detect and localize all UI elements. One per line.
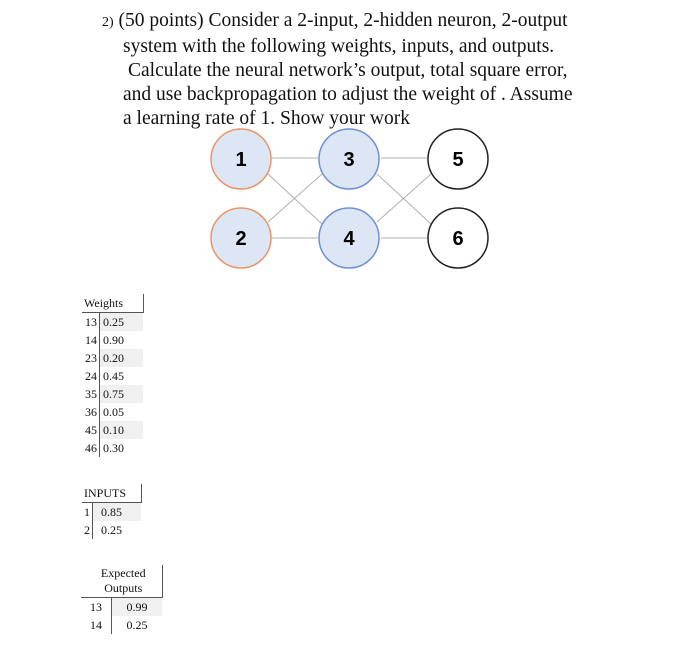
table-row: 35 0.75 <box>82 385 143 403</box>
svg-text:4: 4 <box>343 228 355 250</box>
question-line-1: 2) (50 points) Consider a 2-input, 2-hidden neuron, 2-output <box>102 10 568 31</box>
table-row: 45 0.10 <box>82 421 143 439</box>
svg-text:1: 1 <box>235 149 247 171</box>
svg-text:2: 2 <box>235 228 247 250</box>
inputs-header: INPUTS <box>82 484 141 503</box>
table-row: 13 0.25 <box>82 313 143 332</box>
expected-outputs-table <box>81 565 163 634</box>
question-line-4: and use backpropagation to adjust the weight of . Assume <box>123 84 573 105</box>
node-2 <box>211 208 271 268</box>
table-row: 1 0.85 <box>82 503 141 522</box>
svg-text:5: 5 <box>452 149 464 171</box>
node-3 <box>319 129 379 189</box>
table-row: 14 0.25 <box>81 616 162 634</box>
svg-text:6: 6 <box>452 228 464 250</box>
table-row: 13 0.99 <box>81 598 162 617</box>
table-row: 14 0.90 <box>82 331 143 349</box>
weights-table <box>82 294 144 457</box>
table-row: 46 0.30 <box>82 439 143 457</box>
table-row: 24 0.45 <box>82 367 143 385</box>
node-5 <box>428 129 488 189</box>
node-1 <box>211 129 271 189</box>
neural-network-diagram <box>0 0 700 290</box>
expected-outputs-header: Expected Outputs <box>81 565 162 598</box>
node-4 <box>319 208 379 268</box>
inputs-table <box>82 484 142 539</box>
table-row: 23 0.20 <box>82 349 143 367</box>
table-row: 36 0.05 <box>82 403 143 421</box>
question-line-2: system with the following weights, inputs, and outputs. <box>123 36 555 57</box>
question-line-3: Calculate the neural network’s output, total square error, <box>128 60 568 81</box>
weights-header: Weights <box>82 294 143 313</box>
node-6 <box>428 208 488 268</box>
table-row: 2 0.25 <box>82 521 141 539</box>
question-line-5: a learning rate of 1. Show your work <box>123 108 411 129</box>
question-number: 2) <box>102 15 114 30</box>
svg-text:3: 3 <box>343 149 355 171</box>
